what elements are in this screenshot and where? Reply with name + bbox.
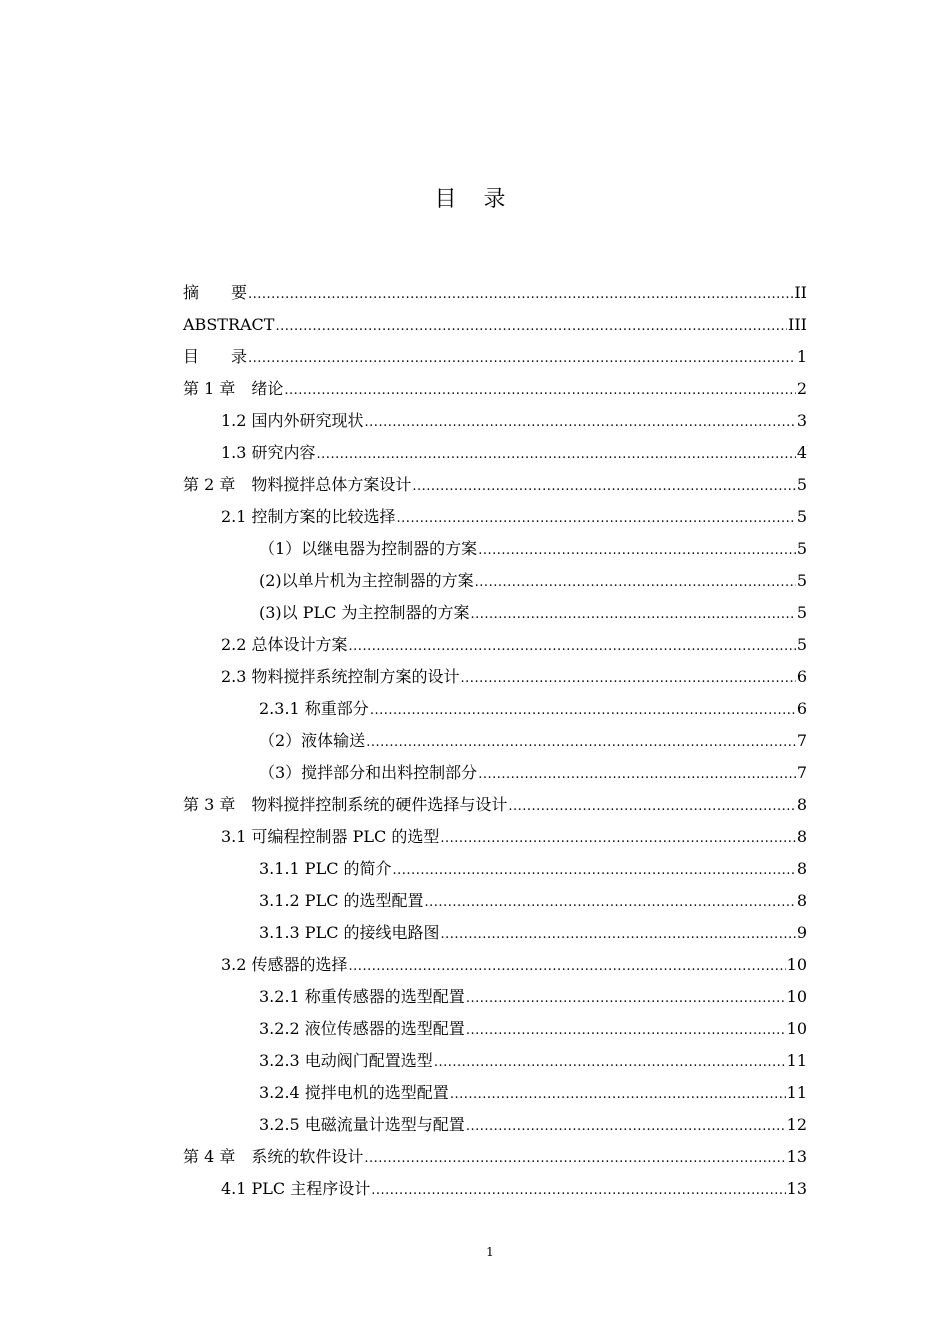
toc-entry-label: 目 录 <box>183 347 248 366</box>
toc-entry-page: 3 <box>796 411 807 430</box>
toc-entry-label: （1）以继电器为控制器的方案 <box>259 539 478 558</box>
toc-title: 目 录 <box>434 187 516 212</box>
toc-entry-label: 2.1 控制方案的比较选择 <box>221 507 396 526</box>
toc-entry[interactable] <box>183 917 807 949</box>
toc-entry[interactable] <box>183 853 807 885</box>
toc-entry[interactable] <box>183 757 807 789</box>
toc-leader-dots <box>470 599 795 631</box>
toc-entry[interactable] <box>183 597 807 629</box>
toc-entry-page: 5 <box>796 475 807 494</box>
toc-entry[interactable] <box>183 437 807 469</box>
toc-entry-label: 3.1.1 PLC 的简介 <box>259 859 392 878</box>
toc-entry-page: 8 <box>796 859 807 878</box>
toc-entry-label: 3.1.3 PLC 的接线电路图 <box>259 923 440 942</box>
toc-entry-page: 6 <box>796 667 807 686</box>
toc-entry[interactable] <box>183 341 807 373</box>
toc-entry-label: （3）搅拌部分和出料控制部分 <box>259 763 478 782</box>
page-number: 1 <box>486 1245 494 1259</box>
toc-entry[interactable] <box>183 981 807 1013</box>
toc-entry-label: ABSTRACT <box>183 315 275 334</box>
toc-entry[interactable] <box>183 309 807 341</box>
toc-entry-page: 7 <box>796 731 807 750</box>
toc-leader-dots <box>466 1015 786 1047</box>
toc-entry-page: 11 <box>786 1083 807 1102</box>
toc-entry-label: 2.2 总体设计方案 <box>221 635 348 654</box>
toc-entry-page: 8 <box>796 891 807 910</box>
toc-entry-page: II <box>794 283 807 302</box>
toc-entry-page: 10 <box>786 1019 807 1038</box>
toc-entry[interactable] <box>183 405 807 437</box>
toc-entry-page: 8 <box>796 795 807 814</box>
toc-leader-dots <box>440 823 795 855</box>
toc-entry-page: 5 <box>796 635 807 654</box>
toc-entry-page: 13 <box>786 1147 807 1166</box>
toc-entry[interactable] <box>183 565 807 597</box>
toc-leader-dots <box>349 631 796 663</box>
toc-entry[interactable] <box>183 725 807 757</box>
toc-entry-page: 13 <box>786 1179 807 1198</box>
toc-leader-dots <box>317 439 796 471</box>
toc-leader-dots <box>441 919 796 951</box>
toc-entry[interactable] <box>183 533 807 565</box>
toc-entry-page: 8 <box>796 827 807 846</box>
toc-entry-page: 5 <box>796 603 807 622</box>
toc-leader-dots <box>478 759 796 791</box>
toc-entry-page: 2 <box>796 379 807 398</box>
toc-entry-label: 摘 要 <box>183 283 248 302</box>
toc-entry-page: 1 <box>796 347 807 366</box>
toc-entry-page: 7 <box>796 763 807 782</box>
toc-entry[interactable] <box>183 469 807 501</box>
toc-entry[interactable] <box>183 949 807 981</box>
toc-leader-dots <box>434 1047 786 1079</box>
toc-entry[interactable] <box>183 1109 807 1141</box>
toc-entry[interactable] <box>183 1141 807 1173</box>
toc-entry-page: 10 <box>786 955 807 974</box>
toc-leader-dots <box>364 1143 785 1175</box>
toc-entry-page: 11 <box>786 1051 807 1070</box>
toc-leader-dots <box>508 791 795 823</box>
toc-leader-dots <box>349 951 786 983</box>
toc-leader-dots <box>366 727 796 759</box>
toc-entry-label: 2.3.1 称重部分 <box>259 699 369 718</box>
toc-entry-label: 3.2.5 电磁流量计选型与配置 <box>259 1115 465 1134</box>
toc-entry-page: 5 <box>796 539 807 558</box>
toc-leader-dots <box>284 375 795 407</box>
toc-entry[interactable] <box>183 629 807 661</box>
toc-entry-label: 第 2 章 物料搅拌总体方案设计 <box>183 475 412 494</box>
toc-leader-dots <box>393 855 796 887</box>
toc-entry-label: （2）液体输送 <box>259 731 366 750</box>
toc-entry[interactable] <box>183 373 807 405</box>
toc-leader-dots <box>475 567 796 599</box>
toc-entry-page: 6 <box>796 699 807 718</box>
toc-leader-dots <box>466 1111 786 1143</box>
toc-entry-label: (3)以 PLC 为主控制器的方案 <box>259 603 470 622</box>
toc-entry-page: 10 <box>786 987 807 1006</box>
toc-entry-page: III <box>788 315 807 334</box>
toc-entry-label: 第 3 章 物料搅拌控制系统的硬件选择与设计 <box>183 795 508 814</box>
toc-entry-label: 第 4 章 系统的软件设计 <box>183 1147 364 1166</box>
toc-entry-label: 3.1 可编程控制器 PLC 的选型 <box>221 827 440 846</box>
toc-leader-dots <box>365 407 796 439</box>
toc-entry[interactable] <box>183 1013 807 1045</box>
toc-entry-label: 3.2.1 称重传感器的选型配置 <box>259 987 465 1006</box>
toc-entry-label: 3.2 传感器的选择 <box>221 955 348 974</box>
toc-entry[interactable] <box>183 661 807 693</box>
toc-entry-label: 1.2 国内外研究现状 <box>221 411 364 430</box>
toc-leader-dots <box>371 1175 785 1207</box>
toc-entry[interactable] <box>183 1045 807 1077</box>
toc-leader-dots <box>450 1079 786 1111</box>
toc-entry[interactable] <box>183 1173 807 1205</box>
toc-leader-dots <box>425 887 796 919</box>
toc-entry-label: 4.1 PLC 主程序设计 <box>221 1179 371 1198</box>
toc-entry[interactable] <box>183 501 807 533</box>
toc-entry[interactable] <box>183 789 807 821</box>
toc-entry-page: 5 <box>796 571 807 590</box>
toc-entry[interactable] <box>183 885 807 917</box>
toc-leader-dots <box>397 503 796 535</box>
toc-leader-dots <box>248 279 793 311</box>
toc-entry-page: 5 <box>796 507 807 526</box>
toc-leader-dots <box>478 535 796 567</box>
toc-leader-dots <box>370 695 796 727</box>
toc-leader-dots <box>466 983 786 1015</box>
toc-leader-dots <box>248 343 796 375</box>
toc-leader-dots <box>461 663 796 695</box>
toc-entry[interactable] <box>183 821 807 853</box>
toc-entry-page: 12 <box>786 1115 807 1134</box>
toc-entry-page: 9 <box>796 923 807 942</box>
toc-entry-label: 3.2.3 电动阀门配置选型 <box>259 1051 433 1070</box>
toc-entry[interactable] <box>183 1077 807 1109</box>
toc-entry[interactable] <box>183 277 807 309</box>
toc-leader-dots <box>412 471 795 503</box>
toc-entry-label: 3.2.4 搅拌电机的选型配置 <box>259 1083 449 1102</box>
toc-entry-label: 3.1.2 PLC 的选型配置 <box>259 891 424 910</box>
table-of-contents <box>183 277 807 1205</box>
toc-entry-label: 3.2.2 液位传感器的选型配置 <box>259 1019 465 1038</box>
toc-entry[interactable] <box>183 693 807 725</box>
toc-entry-page: 4 <box>796 443 807 462</box>
toc-leader-dots <box>275 311 787 343</box>
toc-entry-label: 2.3 物料搅拌系统控制方案的设计 <box>221 667 460 686</box>
toc-entry-label: 第 1 章 绪论 <box>183 379 284 398</box>
toc-entry-label: 1.3 研究内容 <box>221 443 316 462</box>
toc-entry-label: (2)以单片机为主控制器的方案 <box>259 571 474 590</box>
